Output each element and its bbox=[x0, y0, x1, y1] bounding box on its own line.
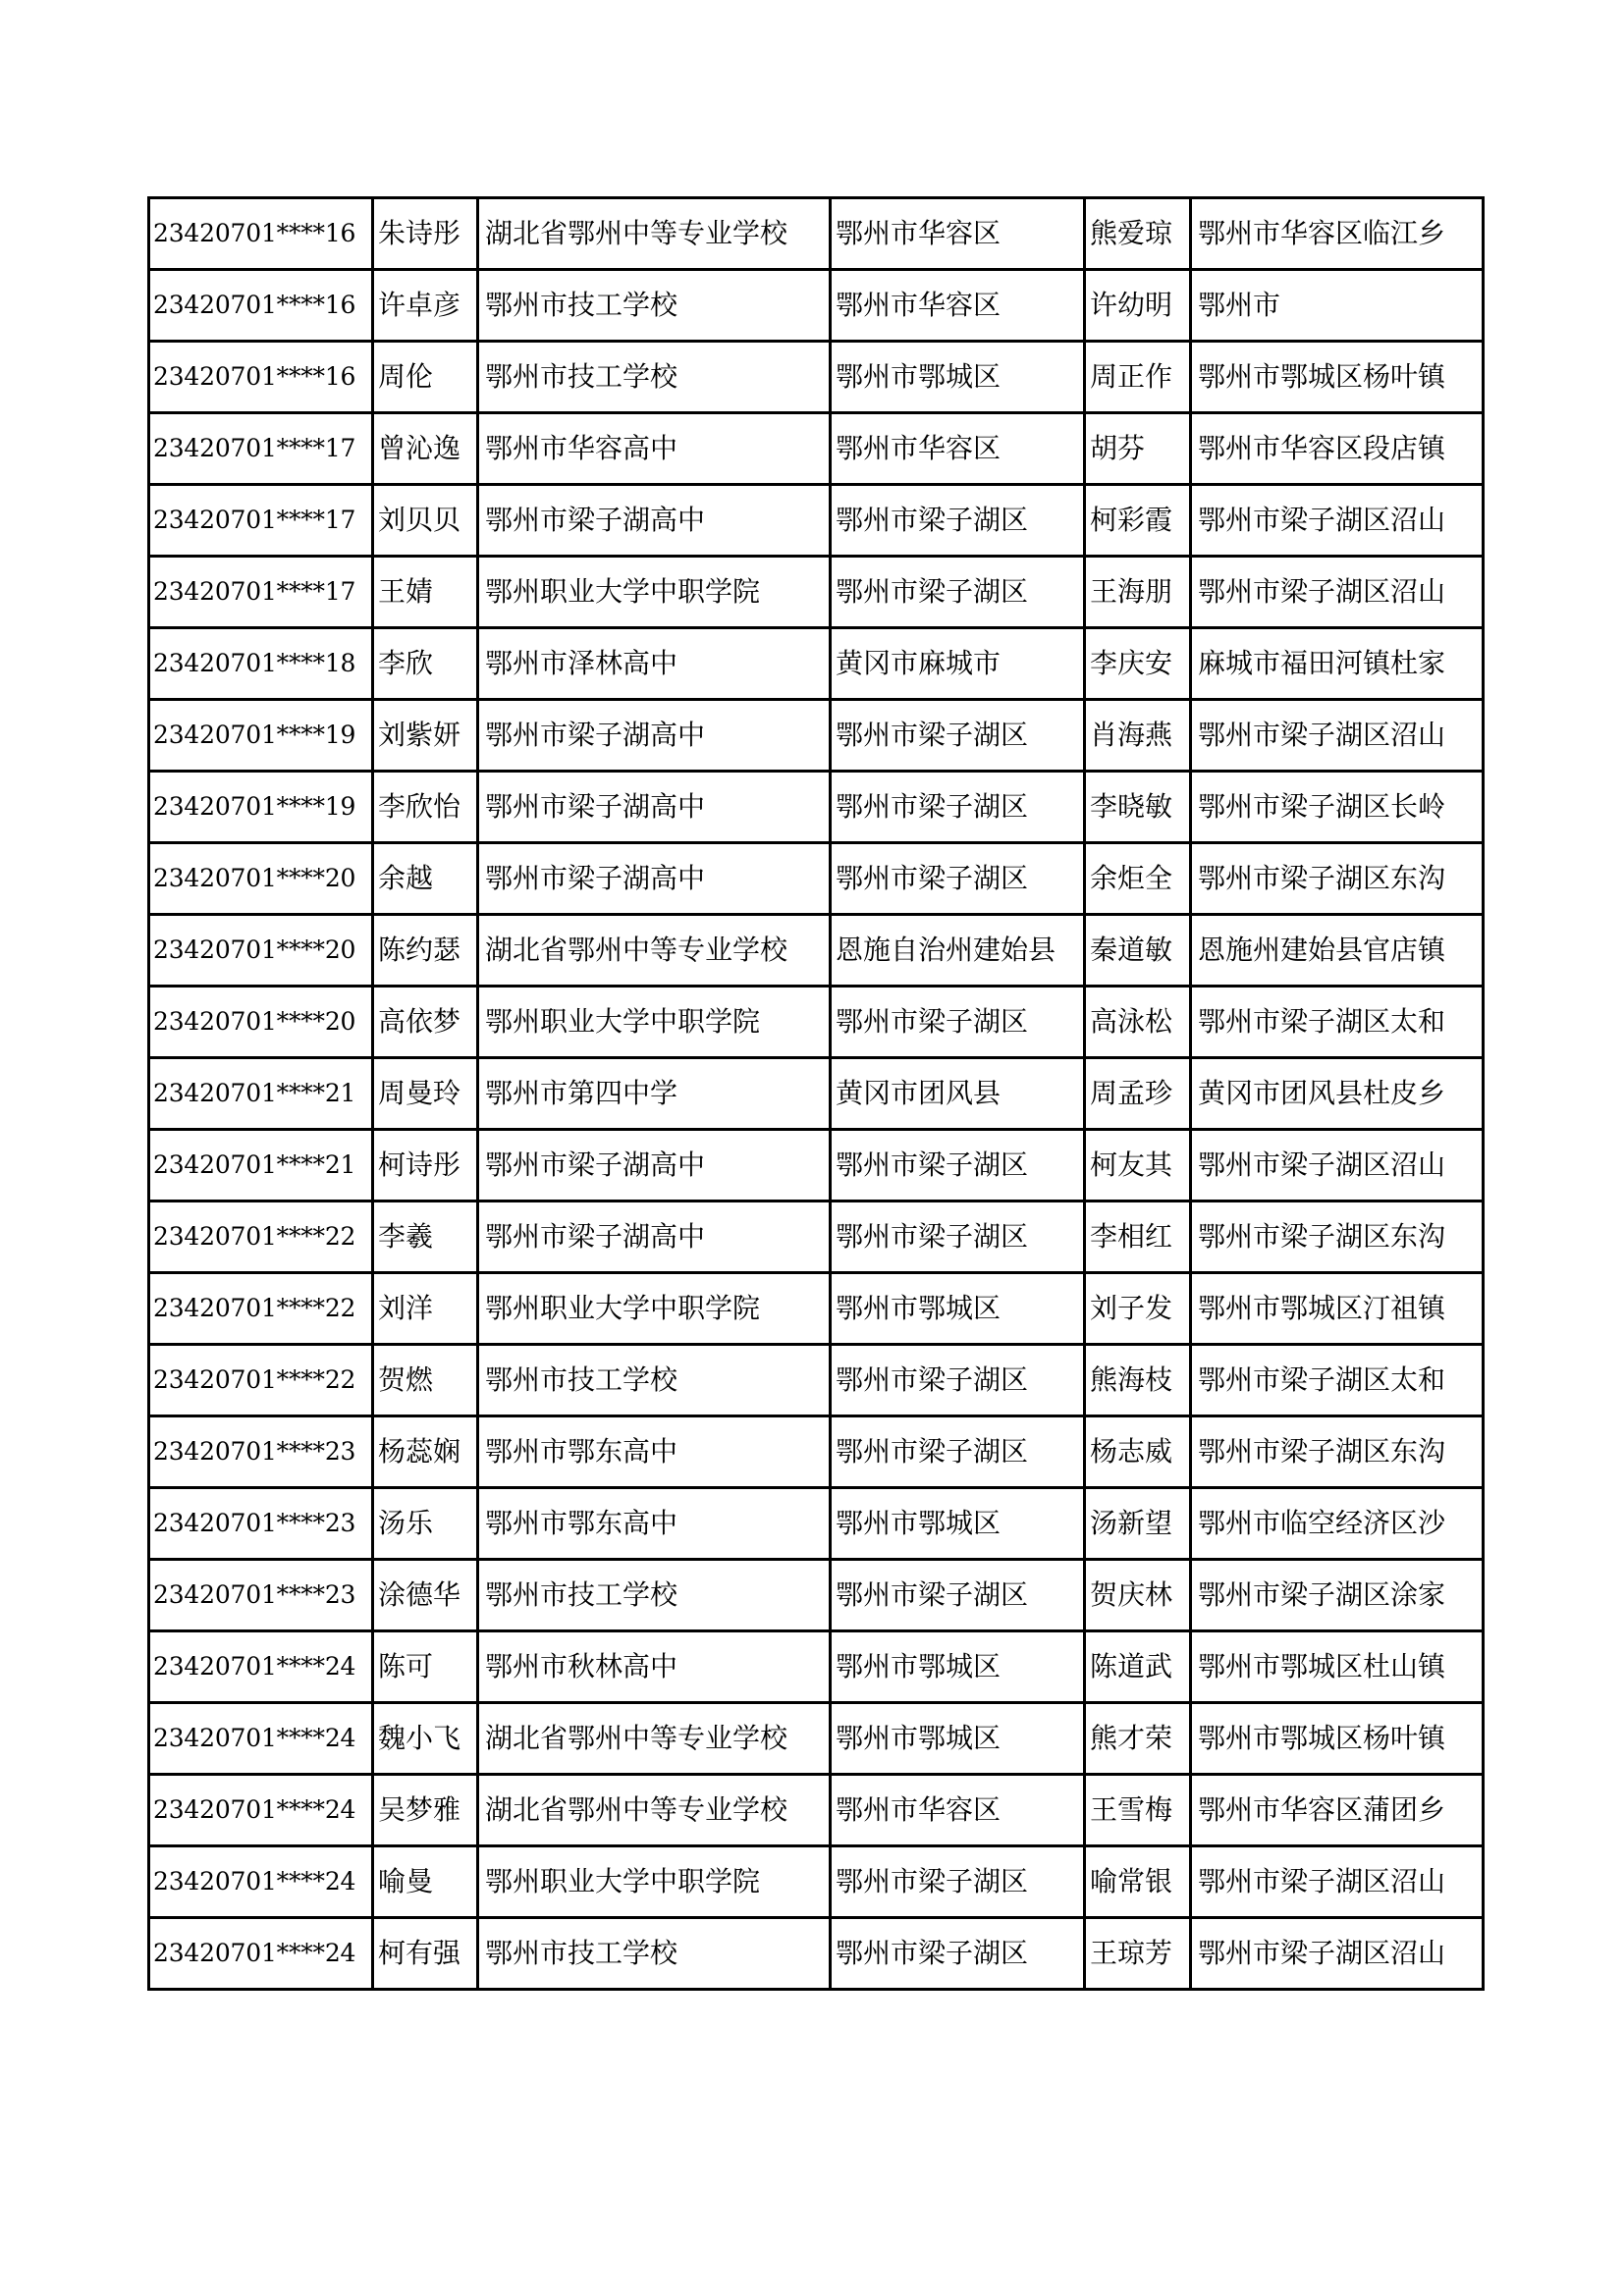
region-cell: 鄂州市华容区 bbox=[831, 413, 1085, 485]
region-cell: 鄂州市鄂城区 bbox=[831, 342, 1085, 413]
guardian-name-cell: 肖海燕 bbox=[1085, 700, 1191, 772]
guardian-name-cell: 余炬全 bbox=[1085, 843, 1191, 915]
address-cell: 鄂州市梁子湖区长岭 bbox=[1191, 772, 1484, 843]
school-cell: 鄂州市梁子湖高中 bbox=[478, 485, 831, 557]
guardian-name-cell: 王琼芳 bbox=[1085, 1918, 1191, 1990]
id-cell: 23420701****19 bbox=[149, 772, 373, 843]
region-cell: 鄂州市鄂城区 bbox=[831, 1273, 1085, 1345]
school-cell: 鄂州市技工学校 bbox=[478, 1345, 831, 1416]
table-row bbox=[149, 1488, 1484, 1560]
table-row bbox=[149, 1058, 1484, 1130]
guardian-name-cell: 秦道敏 bbox=[1085, 915, 1191, 987]
school-cell: 湖北省鄂州中等专业学校 bbox=[478, 1775, 831, 1846]
student-name-cell: 刘紫妍 bbox=[373, 700, 478, 772]
guardian-name-cell: 熊才荣 bbox=[1085, 1703, 1191, 1775]
id-cell: 23420701****16 bbox=[149, 342, 373, 413]
table-row bbox=[149, 772, 1484, 843]
school-cell: 鄂州市梁子湖高中 bbox=[478, 772, 831, 843]
region-cell: 鄂州市鄂城区 bbox=[831, 1488, 1085, 1560]
table-row bbox=[149, 1130, 1484, 1201]
guardian-name-cell: 许幼明 bbox=[1085, 270, 1191, 342]
table-row bbox=[149, 1846, 1484, 1918]
address-cell: 鄂州市华容区临江乡 bbox=[1191, 198, 1484, 270]
student-name-cell: 周曼玲 bbox=[373, 1058, 478, 1130]
school-cell: 湖北省鄂州中等专业学校 bbox=[478, 915, 831, 987]
region-cell: 鄂州市梁子湖区 bbox=[831, 1560, 1085, 1631]
school-cell: 湖北省鄂州中等专业学校 bbox=[478, 1703, 831, 1775]
student-name-cell: 魏小飞 bbox=[373, 1703, 478, 1775]
student-name-cell: 陈可 bbox=[373, 1631, 478, 1703]
school-cell: 鄂州市技工学校 bbox=[478, 270, 831, 342]
student-name-cell: 李羲 bbox=[373, 1201, 478, 1273]
table-row bbox=[149, 628, 1484, 700]
table-row bbox=[149, 843, 1484, 915]
id-cell: 23420701****16 bbox=[149, 198, 373, 270]
guardian-name-cell: 汤新望 bbox=[1085, 1488, 1191, 1560]
school-cell: 鄂州市秋林高中 bbox=[478, 1631, 831, 1703]
address-cell: 恩施州建始县官店镇 bbox=[1191, 915, 1484, 987]
table-row bbox=[149, 1416, 1484, 1488]
school-cell: 鄂州职业大学中职学院 bbox=[478, 557, 831, 628]
id-cell: 23420701****17 bbox=[149, 485, 373, 557]
school-cell: 鄂州市梁子湖高中 bbox=[478, 700, 831, 772]
region-cell: 鄂州市梁子湖区 bbox=[831, 1130, 1085, 1201]
guardian-name-cell: 柯友其 bbox=[1085, 1130, 1191, 1201]
guardian-name-cell: 柯彩霞 bbox=[1085, 485, 1191, 557]
roster-table bbox=[147, 196, 1485, 1991]
student-name-cell: 贺燃 bbox=[373, 1345, 478, 1416]
student-name-cell: 许卓彦 bbox=[373, 270, 478, 342]
region-cell: 黄冈市团风县 bbox=[831, 1058, 1085, 1130]
id-cell: 23420701****17 bbox=[149, 413, 373, 485]
guardian-name-cell: 熊海枝 bbox=[1085, 1345, 1191, 1416]
student-name-cell: 高依梦 bbox=[373, 987, 478, 1058]
region-cell: 鄂州市梁子湖区 bbox=[831, 987, 1085, 1058]
address-cell: 鄂州市鄂城区杨叶镇 bbox=[1191, 342, 1484, 413]
table-row bbox=[149, 1345, 1484, 1416]
table-row bbox=[149, 700, 1484, 772]
guardian-name-cell: 周孟珍 bbox=[1085, 1058, 1191, 1130]
school-cell: 鄂州职业大学中职学院 bbox=[478, 1273, 831, 1345]
region-cell: 鄂州市梁子湖区 bbox=[831, 700, 1085, 772]
table-row bbox=[149, 485, 1484, 557]
address-cell: 鄂州市临空经济区沙 bbox=[1191, 1488, 1484, 1560]
id-cell: 23420701****24 bbox=[149, 1775, 373, 1846]
table-row bbox=[149, 557, 1484, 628]
guardian-name-cell: 周正作 bbox=[1085, 342, 1191, 413]
school-cell: 鄂州市鄂东高中 bbox=[478, 1416, 831, 1488]
school-cell: 鄂州市泽林高中 bbox=[478, 628, 831, 700]
id-cell: 23420701****24 bbox=[149, 1918, 373, 1990]
student-name-cell: 李欣 bbox=[373, 628, 478, 700]
address-cell: 鄂州市梁子湖区东沟 bbox=[1191, 1416, 1484, 1488]
student-name-cell: 朱诗彤 bbox=[373, 198, 478, 270]
guardian-name-cell: 杨志威 bbox=[1085, 1416, 1191, 1488]
address-cell: 鄂州市梁子湖区东沟 bbox=[1191, 843, 1484, 915]
region-cell: 鄂州市华容区 bbox=[831, 198, 1085, 270]
address-cell: 麻城市福田河镇杜家 bbox=[1191, 628, 1484, 700]
region-cell: 鄂州市梁子湖区 bbox=[831, 1846, 1085, 1918]
address-cell: 鄂州市梁子湖区东沟 bbox=[1191, 1201, 1484, 1273]
guardian-name-cell: 刘子发 bbox=[1085, 1273, 1191, 1345]
address-cell: 黄冈市团风县杜皮乡 bbox=[1191, 1058, 1484, 1130]
address-cell: 鄂州市梁子湖区太和 bbox=[1191, 987, 1484, 1058]
school-cell: 鄂州市梁子湖高中 bbox=[478, 1201, 831, 1273]
id-cell: 23420701****24 bbox=[149, 1703, 373, 1775]
school-cell: 鄂州市技工学校 bbox=[478, 342, 831, 413]
region-cell: 鄂州市鄂城区 bbox=[831, 1703, 1085, 1775]
id-cell: 23420701****22 bbox=[149, 1201, 373, 1273]
address-cell: 鄂州市梁子湖区涂家 bbox=[1191, 1560, 1484, 1631]
address-cell: 鄂州市鄂城区杜山镇 bbox=[1191, 1631, 1484, 1703]
table-row bbox=[149, 1560, 1484, 1631]
region-cell: 鄂州市华容区 bbox=[831, 1775, 1085, 1846]
id-cell: 23420701****23 bbox=[149, 1416, 373, 1488]
student-name-cell: 柯有强 bbox=[373, 1918, 478, 1990]
id-cell: 23420701****21 bbox=[149, 1058, 373, 1130]
student-name-cell: 刘洋 bbox=[373, 1273, 478, 1345]
region-cell: 鄂州市梁子湖区 bbox=[831, 843, 1085, 915]
student-name-cell: 涂德华 bbox=[373, 1560, 478, 1631]
school-cell: 鄂州市第四中学 bbox=[478, 1058, 831, 1130]
id-cell: 23420701****19 bbox=[149, 700, 373, 772]
id-cell: 23420701****22 bbox=[149, 1273, 373, 1345]
student-name-cell: 王婧 bbox=[373, 557, 478, 628]
school-cell: 鄂州市梁子湖高中 bbox=[478, 1130, 831, 1201]
id-cell: 23420701****22 bbox=[149, 1345, 373, 1416]
guardian-name-cell: 高泳松 bbox=[1085, 987, 1191, 1058]
student-name-cell: 李欣怡 bbox=[373, 772, 478, 843]
student-name-cell: 柯诗彤 bbox=[373, 1130, 478, 1201]
id-cell: 23420701****24 bbox=[149, 1846, 373, 1918]
guardian-name-cell: 贺庆林 bbox=[1085, 1560, 1191, 1631]
id-cell: 23420701****20 bbox=[149, 915, 373, 987]
guardian-name-cell: 李相红 bbox=[1085, 1201, 1191, 1273]
table-row bbox=[149, 342, 1484, 413]
address-cell: 鄂州市梁子湖区沼山 bbox=[1191, 700, 1484, 772]
region-cell: 鄂州市梁子湖区 bbox=[831, 557, 1085, 628]
region-cell: 鄂州市梁子湖区 bbox=[831, 485, 1085, 557]
region-cell: 鄂州市鄂城区 bbox=[831, 1631, 1085, 1703]
address-cell: 鄂州市华容区段店镇 bbox=[1191, 413, 1484, 485]
id-cell: 23420701****20 bbox=[149, 843, 373, 915]
address-cell: 鄂州市梁子湖区沼山 bbox=[1191, 557, 1484, 628]
address-cell: 鄂州市梁子湖区沼山 bbox=[1191, 1918, 1484, 1990]
address-cell: 鄂州市梁子湖区沼山 bbox=[1191, 1846, 1484, 1918]
id-cell: 23420701****20 bbox=[149, 987, 373, 1058]
region-cell: 鄂州市梁子湖区 bbox=[831, 772, 1085, 843]
student-name-cell: 余越 bbox=[373, 843, 478, 915]
id-cell: 23420701****17 bbox=[149, 557, 373, 628]
region-cell: 黄冈市麻城市 bbox=[831, 628, 1085, 700]
region-cell: 恩施自治州建始县 bbox=[831, 915, 1085, 987]
student-name-cell: 刘贝贝 bbox=[373, 485, 478, 557]
guardian-name-cell: 熊爱琼 bbox=[1085, 198, 1191, 270]
student-name-cell: 杨蕊娴 bbox=[373, 1416, 478, 1488]
address-cell: 鄂州市 bbox=[1191, 270, 1484, 342]
guardian-name-cell: 王海朋 bbox=[1085, 557, 1191, 628]
address-cell: 鄂州市华容区蒲团乡 bbox=[1191, 1775, 1484, 1846]
school-cell: 湖北省鄂州中等专业学校 bbox=[478, 198, 831, 270]
address-cell: 鄂州市鄂城区杨叶镇 bbox=[1191, 1703, 1484, 1775]
table-row bbox=[149, 1201, 1484, 1273]
guardian-name-cell: 王雪梅 bbox=[1085, 1775, 1191, 1846]
student-name-cell: 喻曼 bbox=[373, 1846, 478, 1918]
student-name-cell: 吴梦雅 bbox=[373, 1775, 478, 1846]
id-cell: 23420701****23 bbox=[149, 1488, 373, 1560]
id-cell: 23420701****21 bbox=[149, 1130, 373, 1201]
table-row bbox=[149, 1631, 1484, 1703]
id-cell: 23420701****16 bbox=[149, 270, 373, 342]
guardian-name-cell: 喻常银 bbox=[1085, 1846, 1191, 1918]
address-cell: 鄂州市梁子湖区太和 bbox=[1191, 1345, 1484, 1416]
student-name-cell: 汤乐 bbox=[373, 1488, 478, 1560]
guardian-name-cell: 李晓敏 bbox=[1085, 772, 1191, 843]
id-cell: 23420701****18 bbox=[149, 628, 373, 700]
id-cell: 23420701****23 bbox=[149, 1560, 373, 1631]
address-cell: 鄂州市梁子湖区沼山 bbox=[1191, 1130, 1484, 1201]
school-cell: 鄂州市技工学校 bbox=[478, 1918, 831, 1990]
address-cell: 鄂州市鄂城区汀祖镇 bbox=[1191, 1273, 1484, 1345]
student-name-cell: 陈约瑟 bbox=[373, 915, 478, 987]
table-row bbox=[149, 270, 1484, 342]
region-cell: 鄂州市梁子湖区 bbox=[831, 1201, 1085, 1273]
guardian-name-cell: 李庆安 bbox=[1085, 628, 1191, 700]
table-row bbox=[149, 1775, 1484, 1846]
address-cell: 鄂州市梁子湖区沼山 bbox=[1191, 485, 1484, 557]
school-cell: 鄂州市梁子湖高中 bbox=[478, 843, 831, 915]
guardian-name-cell: 胡芬 bbox=[1085, 413, 1191, 485]
student-name-cell: 曾沁逸 bbox=[373, 413, 478, 485]
student-name-cell: 周伦 bbox=[373, 342, 478, 413]
school-cell: 鄂州职业大学中职学院 bbox=[478, 987, 831, 1058]
table-row bbox=[149, 413, 1484, 485]
table-row bbox=[149, 915, 1484, 987]
school-cell: 鄂州市技工学校 bbox=[478, 1560, 831, 1631]
school-cell: 鄂州市华容高中 bbox=[478, 413, 831, 485]
table-row bbox=[149, 1273, 1484, 1345]
roster-table-body bbox=[149, 198, 1484, 1990]
table-row bbox=[149, 987, 1484, 1058]
table-row bbox=[149, 1703, 1484, 1775]
table-row bbox=[149, 1918, 1484, 1990]
guardian-name-cell: 陈道武 bbox=[1085, 1631, 1191, 1703]
id-cell: 23420701****24 bbox=[149, 1631, 373, 1703]
school-cell: 鄂州市鄂东高中 bbox=[478, 1488, 831, 1560]
region-cell: 鄂州市梁子湖区 bbox=[831, 1416, 1085, 1488]
region-cell: 鄂州市华容区 bbox=[831, 270, 1085, 342]
region-cell: 鄂州市梁子湖区 bbox=[831, 1918, 1085, 1990]
table-row bbox=[149, 198, 1484, 270]
region-cell: 鄂州市梁子湖区 bbox=[831, 1345, 1085, 1416]
school-cell: 鄂州职业大学中职学院 bbox=[478, 1846, 831, 1918]
